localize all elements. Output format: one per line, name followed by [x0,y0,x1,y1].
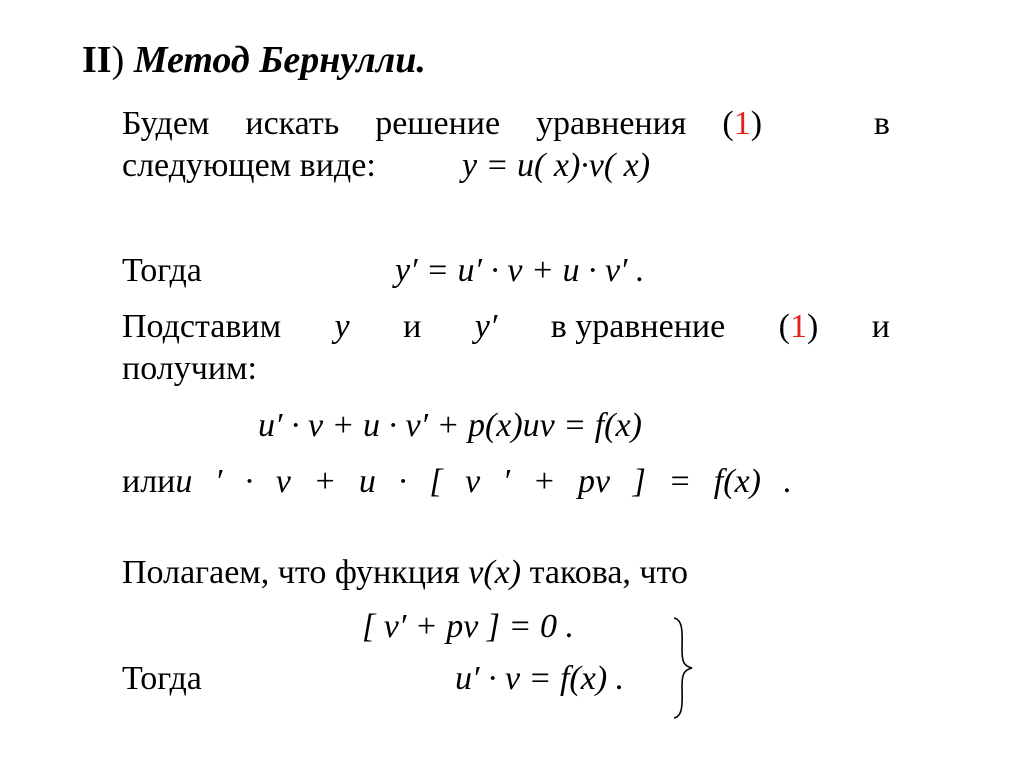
para1-line1 [122,104,890,144]
para5-label: Тогда [122,660,202,697]
para1-word-1: Будем [122,105,210,142]
para2-label: Тогда [122,252,202,289]
or-line [122,462,792,502]
para3-line1 [122,307,890,347]
title-numeral: II [82,39,112,81]
para4-line [122,553,688,593]
para3-yprime: y′ [474,308,498,345]
or-label: или [122,463,176,500]
right-brace-icon [670,616,696,720]
para1-word-4: уравнения [535,105,687,142]
para1-line2 [122,146,376,186]
para3-and-2: и [871,308,890,345]
para3-and-1: и [403,308,422,345]
para1-line2-text: следующем виде: [122,147,376,184]
para3-eq-ref: (1) [778,308,819,345]
para5-formula: u′ · v = f(x) . [455,660,625,697]
para4-text-before: Полагаем, что функция [122,554,460,591]
para1-eq-ref-number: 1 [733,105,751,142]
para1-word-3: решение [375,105,501,142]
formula-y-equals-uv: y = u( x)·v( x) [462,147,651,184]
para3-y: y [334,308,350,345]
para3-line2: получим: [122,350,257,387]
para1-eq-ref: (1) [722,105,763,142]
formula-derivative: y′ = u′ · v + u · v′ . [395,252,645,289]
condition-formula: [ v′ + pv ] = 0 . [362,608,574,645]
para1-word-2: искать [245,105,340,142]
para3-eq-ref-number: 1 [789,308,807,345]
main-equation: u′ · v + u · v′ + p(x)uv = f(x) [258,407,642,444]
para3-word-podstavim: Подставим [122,308,282,345]
para1-word-v: в [873,105,890,142]
or-formula: u ′ · v + u · [ v ′ + pv ] = f(x) . [175,463,792,500]
para3-into-equation: в уравнение [550,308,726,345]
slide-title [82,40,426,80]
para4-text-after: такова, что [529,554,688,591]
title-paren: ) [111,39,125,81]
condition-equation [362,607,574,647]
para4-func: v(x) [468,554,522,591]
title-method: Метод Бернулли. [124,39,426,81]
